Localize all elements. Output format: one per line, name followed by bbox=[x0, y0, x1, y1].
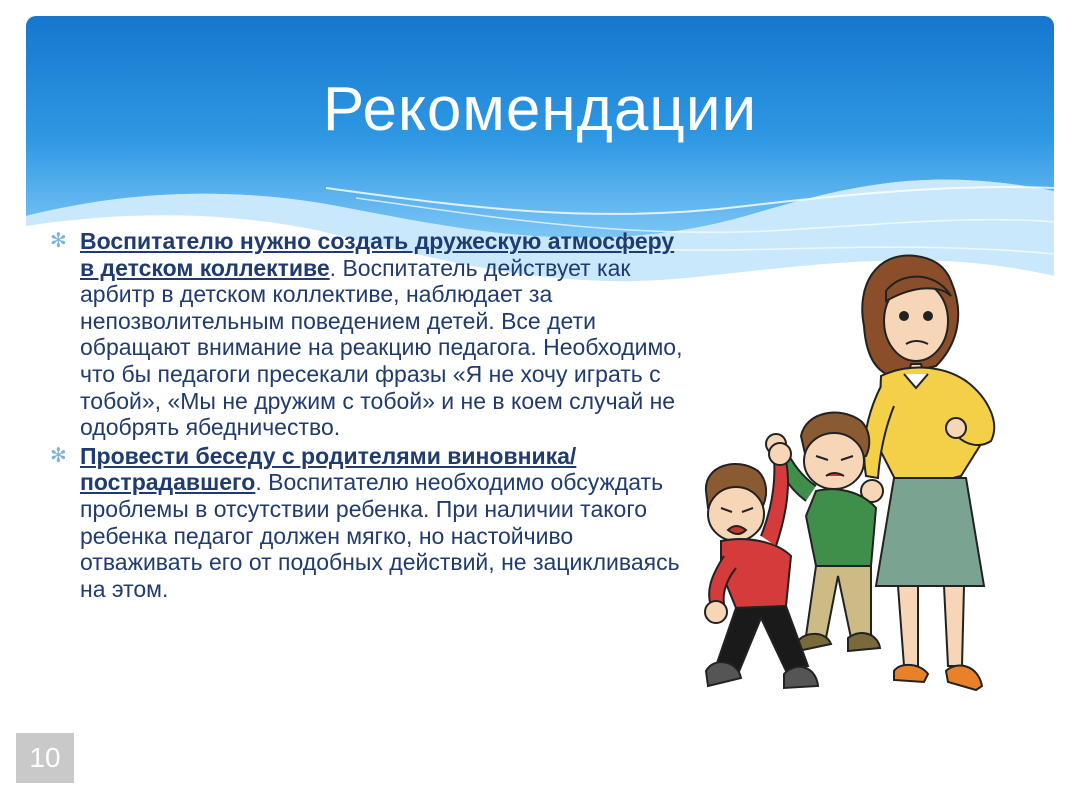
slide-content bbox=[46, 228, 694, 604]
bullet-heading: Провести беседу с родителями виновника/пострадавшего bbox=[80, 442, 577, 496]
asterisk-bullet-icon: ✻ bbox=[50, 444, 67, 467]
teacher-figure bbox=[861, 256, 994, 690]
teacher-separating-children-illustration bbox=[666, 246, 1046, 721]
bullet-text: Воспитатель действует как арбитр в детском коллективе, наблюдает за непозволительным поведением детей. Все дети обращают внимание на реакцию педагога. Необходимо, что бы педагоги пресекали фразы «Я не хочу играть с тобой», «Мы не дружим с тобой» и не в коем случай не одобрять ябедничество. bbox=[80, 254, 683, 441]
bullet-heading: Воспитателю нужно создать дружескую атмосферу в детском коллективе bbox=[80, 228, 675, 281]
asterisk-bullet-icon: ✻ bbox=[50, 230, 67, 252]
page-number: 10 bbox=[16, 733, 74, 783]
bullet-text: Воспитателю необходимо обсуждать проблемы в отсутствии ребенка. При наличии такого ребенка педагог должен мягко, но настойчиво отваживать его от подобных действий, не зацикливаясь на этом. bbox=[80, 469, 680, 602]
slide bbox=[26, 16, 1054, 728]
bullet-item: ✻ Провести беседу с родителями виновника/пострадавшего. Воспитателю необходимо обсуждать проблемы в отсутствии ребенка. При наличии такого ребенка педагог должен мягко, но настойчиво отваживать его от подобных действий, не зацикливаясь на этом. bbox=[50, 442, 680, 602]
bullet-item: ✻ Воспитателю нужно создать дружескую атмосферу в детском коллективе. Воспитатель действует как арбитр в детском коллективе, наблюдает за непозволительным поведением детей. Все дети обращают внимание на реакцию педагога. Необходимо, что бы педагоги пресекали фразы «Я не хочу играть с тобой», «Мы не дружим с тобой» и не в коем случай не одобрять ябедничество. bbox=[50, 228, 683, 441]
slide-title: Рекомендации bbox=[322, 75, 758, 144]
